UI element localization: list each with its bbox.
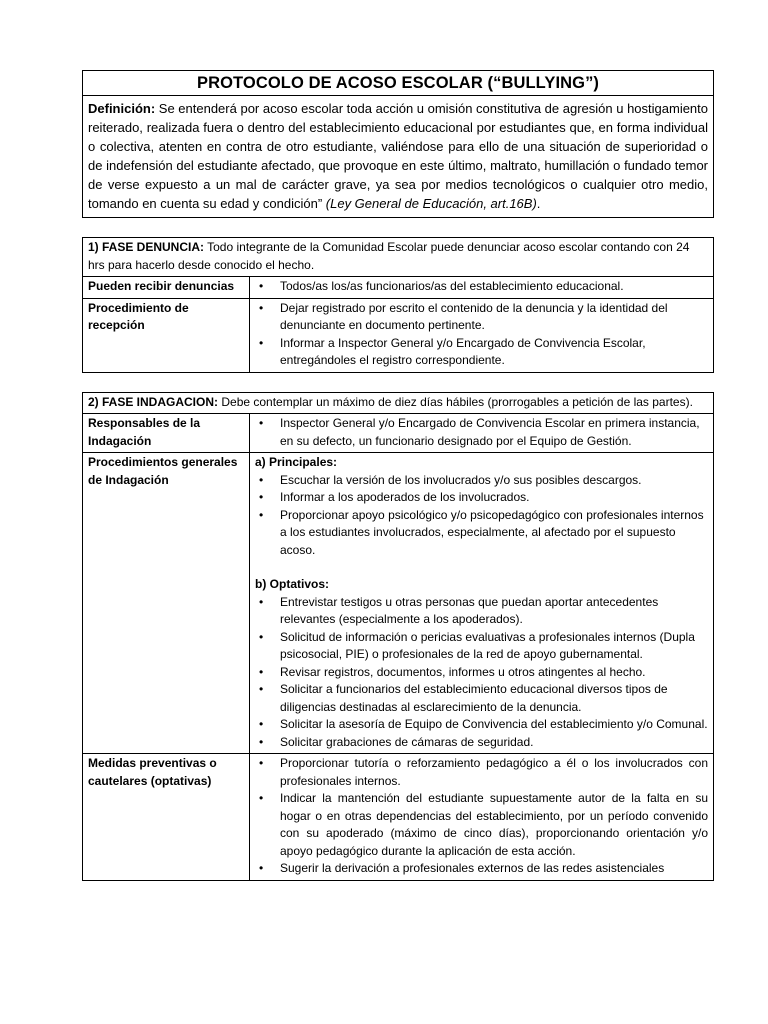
fase-indagacion-text: Debe contemplar un máximo de diez días hábiles (prorrogables a petición de las partes). [218,394,693,409]
row-content-recibir [250,277,714,299]
definition-text: Se entenderá por acoso escolar toda acción u omisión constitutiva de agresión u hostigamiento reiterado, realizada fuera o dentro del establecimiento educacional por estudiantes que, en forma individual o colectiva, atenten en contra de otro estudiante, valiéndose para ello de una situación de superioridad o de indefensión del estudiante afectado, que provoque en este último, maltrato, humillación o fundado temor de verse expuesto a un mal de carácter grave, ya sea por medios tecnológicos o cualquier otro medio, tomando en cuenta su edad y condición” [88,101,709,211]
fase-indagacion-label: 2) FASE INDAGACION: [88,394,219,409]
row-label-recibir: Pueden recibir denuncias [83,277,250,299]
list-principales [255,472,708,560]
list-item: • Solicitar a funcionarios del establecimiento educacional diversos tipos de diligencias destinadas al esclarecimiento de la denuncia. [255,681,708,716]
fase-denuncia-label: 1) FASE DENUNCIA: [88,240,205,254]
fase-denuncia-table [82,237,714,373]
row-content-procedimientos [250,453,714,754]
list-recibir [255,278,708,296]
list-item: • Solicitud de información o pericias evaluativas a profesionales internos (Dupla psicosocial, PIE) o profesionales de la red de apoyo gubernamental. [255,629,708,664]
row-content-medidas [250,754,714,881]
row-label-procedimientos: Procedimientos generales de Indagación [83,453,250,754]
definition-cell [83,96,714,218]
list-item: • Dejar registrado por escrito el contenido de la denuncia y la identidad del denunciante en documento pertinente. [255,300,708,335]
list-item: • Todos/as los/as funcionarios/as del establecimiento educacional. [255,278,708,296]
list-item: • Sugerir la derivación a profesionales externos de las redes asistenciales [255,860,708,878]
list-item: • Informar a los apoderados de los involucrados. [255,489,708,507]
definition-end: . [536,196,541,211]
definition-label: Definición: [88,101,156,116]
row-label-responsables: Responsables de la Indagación [83,414,250,453]
row-label-recepcion: Procedimiento de recepción [83,298,250,372]
list-item: • Entrevistar testigos u otras personas que puedan aportar antecedentes relevantes (especialmente a los apoderados). [255,594,708,629]
definition-citation: (Ley General de Educación, art.16B) [325,196,537,211]
fase-denuncia-text: Todo integrante de la Comunidad Escolar puede denunciar acoso escolar contando con 24 hrs para hacerlo desde conocido el hecho. [88,240,690,272]
document-page [82,70,714,881]
row-content-responsables [250,414,714,453]
list-item: • Solicitar grabaciones de cámaras de seguridad. [255,734,708,752]
definition-table [82,70,714,218]
optativos-label: b) Optativos: [255,577,329,591]
list-item: • Indicar la mantención del estudiante supuestamente autor de la falta en su hogar o en otras dependencias del establecimiento, por un período convenido con su apoderado (máximo de cinco días), proporcionando orientación y/o apoyo pedagógico durante la aplicación de esta acción. [255,790,708,860]
fase-indagacion-table [82,392,714,881]
principales-label: a) Principales: [255,455,338,469]
fase-indagacion-header [83,392,714,414]
list-responsables [255,415,708,450]
list-medidas [255,755,708,878]
list-item: • Proporcionar apoyo psicológico y/o psicopedagógico con profesionales internos a los estudiantes involucrados, especialmente, al afectado por el supuesto acoso. [255,507,708,560]
list-item: • Proporcionar tutoría o reforzamiento pedagógico a él o los involucrados con profesionales internos. [255,755,708,790]
list-recepcion [255,300,708,370]
row-content-recepcion [250,298,714,372]
list-item: • Inspector General y/o Encargado de Convivencia Escolar en primera instancia, en su defecto, un funcionario designado por el Equipo de Gestión. [255,415,708,450]
list-item: • Solicitar la asesoría de Equipo de Convivencia del establecimiento y/o Comunal. [255,716,708,734]
list-item: • Informar a Inspector General y/o Encargado de Convivencia Escolar, entregándoles el registro correspondiente. [255,335,708,370]
fase-denuncia-header [83,238,714,277]
list-item: • Revisar registros, documentos, informes u otros atingentes al hecho. [255,664,708,682]
row-label-medidas: Medidas preventivas o cautelares (optativas) [83,754,250,881]
list-item: • Escuchar la versión de los involucrados y/o sus posibles descargos. [255,472,708,490]
document-title: PROTOCOLO DE ACOSO ESCOLAR (“BULLYING”) [83,71,714,96]
list-optativos [255,594,708,752]
